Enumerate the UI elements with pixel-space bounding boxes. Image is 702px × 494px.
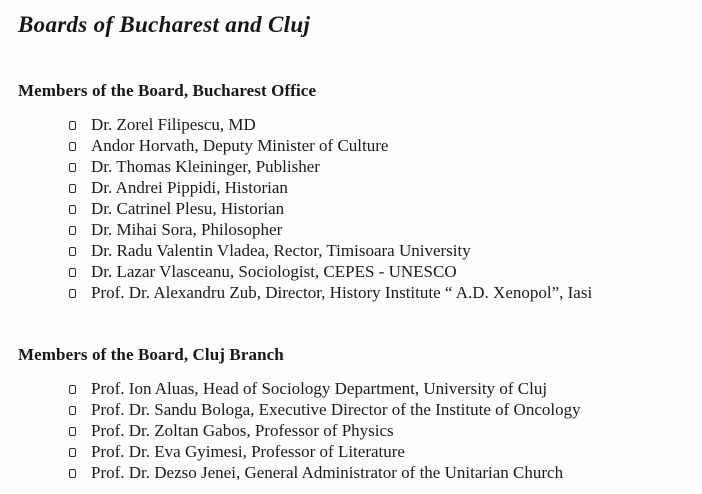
list-item [69,378,682,399]
member-name-text: Dr. Andrei Pippidi, Historian [91,178,288,197]
section-heading-cluj: Members of the Board, Cluj Branch [18,345,284,364]
member-list-cluj [18,378,682,483]
board-section-cluj [18,345,682,483]
list-item [69,261,682,282]
list-item [69,399,682,420]
member-name-text: Prof. Dr. Eva Gyimesi, Professor of Literature [91,442,405,461]
member-name-text: Dr. Lazar Vlasceanu, Sociologist, CEPES - UNESCO [91,262,457,281]
member-name-text: Prof. Dr. Sandu Bologa, Executive Director of the Institute of Oncology [91,400,581,419]
list-item [69,114,682,135]
member-name-text: Dr. Zorel Filipescu, MD [91,115,256,134]
square-bullet-icon [69,289,76,298]
list-item [69,240,682,261]
member-list-bucharest [18,114,682,303]
square-bullet-icon [69,184,76,193]
member-name-text: Prof. Ion Aluas, Head of Sociology Department, University of Cluj [91,379,548,398]
list-item [69,156,682,177]
member-name-text: Dr. Mihai Sora, Philosopher [91,220,283,239]
list-item [69,420,682,441]
member-name-text: Prof. Dr. Zoltan Gabos, Professor of Physics [91,421,394,440]
member-name-text: Andor Horvath, Deputy Minister of Culture [91,136,389,155]
square-bullet-icon [69,247,76,256]
member-name-text: Dr. Thomas Kleininger, Publisher [91,157,320,176]
square-bullet-icon [69,448,76,457]
square-bullet-icon [69,427,76,436]
square-bullet-icon [69,385,76,394]
member-name-text: Dr. Radu Valentin Vladea, Rector, Timisoara University [91,241,471,260]
square-bullet-icon [69,163,76,172]
member-name-text: Prof. Dr. Dezso Jenei, General Administrator of the Unitarian Church [91,463,564,482]
list-item [69,135,682,156]
board-section-bucharest [18,81,682,303]
square-bullet-icon [69,469,76,478]
section-heading-bucharest: Members of the Board, Bucharest Office [18,81,317,100]
list-item [69,282,682,303]
list-item [69,198,682,219]
member-name-text: Dr. Catrinel Plesu, Historian [91,199,285,218]
square-bullet-icon [69,142,76,151]
square-bullet-icon [69,268,76,277]
list-item [69,177,682,198]
square-bullet-icon [69,226,76,235]
document-title: Boards of Bucharest and Cluj [18,12,311,37]
list-item [69,462,682,483]
square-bullet-icon [69,205,76,214]
square-bullet-icon [69,121,76,130]
list-item [69,219,682,240]
list-item [69,441,682,462]
square-bullet-icon [69,406,76,415]
member-name-text: Prof. Dr. Alexandru Zub, Director, History Institute “ A.D. Xenopol”, Iasi [91,283,593,302]
